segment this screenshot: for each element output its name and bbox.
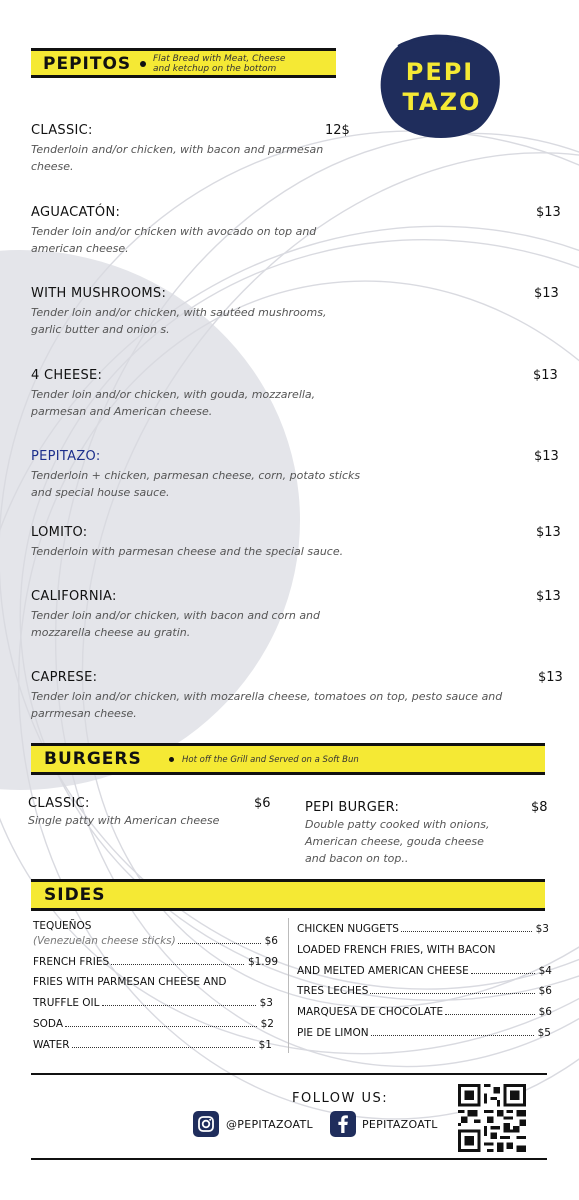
side-price: $6 — [538, 985, 552, 997]
bullet-dot — [169, 757, 174, 762]
desc-line: and special house sauce. — [31, 486, 170, 499]
side-item-tequenos — [33, 920, 278, 932]
side-item-loaded-fries — [297, 944, 549, 956]
side-item-water — [33, 1039, 272, 1051]
desc-line: garlic butter and onion s. — [31, 323, 170, 336]
follow-us-label: FOLLOW US: — [292, 1091, 389, 1106]
item-name: LOMITO: — [31, 525, 88, 540]
leader-dots — [72, 1047, 255, 1048]
pepito-item-lomito — [31, 525, 561, 560]
desc-line: and bacon on top.. — [305, 852, 409, 865]
item-name: CALIFORNIA: — [31, 589, 117, 604]
burgers-subtitle: Hot off the Grill and Served on a Soft Bun — [182, 755, 359, 765]
leader-dots — [65, 1026, 257, 1027]
side-name: CHICKEN NUGGETS — [297, 923, 399, 935]
side-price: $4 — [538, 965, 552, 977]
burgers-title: BURGERS — [44, 749, 142, 769]
facebook-handle[interactable]: PEPITAZOATL — [362, 1118, 438, 1131]
item-price: $13 — [534, 286, 559, 301]
leader-dots — [401, 931, 532, 932]
side-item-loaded-fries-cont — [297, 965, 552, 977]
item-price: $8 — [531, 800, 548, 815]
desc-line: American cheese, gouda cheese — [305, 835, 484, 848]
item-price: $13 — [534, 449, 559, 464]
sides-banner — [31, 879, 545, 908]
item-description — [31, 467, 561, 501]
item-description — [31, 386, 561, 420]
pepitos-subtitle-line1: Flat Bread with Meat, Cheese — [153, 54, 286, 64]
instagram-icon[interactable] — [193, 1111, 219, 1137]
item-name: CAPRESE: — [31, 670, 98, 685]
logo-line2: TAZO — [402, 88, 482, 116]
side-price: $1.99 — [247, 956, 278, 968]
desc-line: Tenderloin and/or chicken, with bacon and parmesan — [31, 143, 324, 156]
desc-line: Tender loin and/or chicken, with sautéed mushrooms, — [31, 306, 327, 319]
item-description: Single patty with American cheese — [28, 814, 220, 827]
item-description — [31, 688, 561, 722]
item-description — [31, 607, 561, 641]
desc-line: Tenderloin + chicken, parmesan cheese, corn, potato sticks — [31, 469, 361, 482]
item-name: WITH MUSHROOMS: — [31, 286, 167, 301]
item-price: $6 — [254, 796, 271, 811]
qr-code-icon[interactable] — [458, 1084, 526, 1152]
desc-line: mozzarella cheese au gratin. — [31, 626, 191, 639]
burger-item-classic — [28, 796, 278, 829]
sides-title: SIDES — [44, 885, 106, 905]
desc-line: cheese. — [31, 160, 74, 173]
side-name: AND MELTED AMERICAN CHEESE — [297, 965, 469, 977]
desc-line: parrmesan cheese. — [31, 707, 137, 720]
item-name: PEPI BURGER: — [305, 800, 400, 815]
side-name: PIE DE LIMON — [297, 1027, 369, 1039]
side-name: TRES LECHES — [297, 985, 369, 997]
pepito-item-4-cheese — [31, 368, 561, 420]
desc-line: Tender loin and/or chicken, with bacon and corn and — [31, 609, 321, 622]
side-price: $3 — [259, 997, 273, 1009]
desc-line: Tenderloin with parmesan cheese and the special sauce. — [31, 545, 344, 558]
pepitos-subtitle-line2: and ketchup on the bottom — [153, 64, 277, 74]
side-item-tequenos-sub — [33, 935, 278, 947]
leader-dots — [445, 1014, 534, 1015]
item-name: PEPITAZO: — [31, 449, 101, 464]
side-name: WATER — [33, 1039, 70, 1051]
item-price: $13 — [536, 589, 561, 604]
item-name: CLASSIC: — [28, 796, 90, 811]
sides-column-divider — [288, 918, 289, 1053]
leader-dots — [471, 973, 535, 974]
leader-dots — [370, 993, 534, 994]
item-name: AGUACATÓN: — [31, 205, 121, 220]
item-price: 12$ — [325, 123, 350, 138]
side-name: MARQUESA DE CHOCOLATE — [297, 1006, 444, 1018]
leader-dots — [102, 1005, 256, 1006]
item-price: $13 — [538, 670, 563, 685]
desc-line: Tender loin and/or chicken, with mozarella cheese, tomatoes on top, pesto sauce and — [31, 690, 503, 703]
pepito-item-aguacaton — [31, 205, 561, 257]
pepitos-subtitle — [153, 54, 285, 74]
item-description — [305, 816, 555, 867]
item-description — [31, 304, 561, 338]
item-price: $13 — [536, 205, 561, 220]
item-name: CLASSIC: — [31, 123, 93, 138]
side-name: (Venezuelan cheese sticks) — [33, 935, 176, 947]
side-price: $1 — [258, 1039, 272, 1051]
desc-line: american cheese. — [31, 242, 129, 255]
footer-top-rule — [31, 1073, 547, 1075]
side-item-parmesan-fries — [33, 976, 278, 988]
side-name: FRENCH FRIES — [33, 956, 110, 968]
side-item-chicken-nuggets — [297, 923, 549, 935]
facebook-icon[interactable] — [330, 1111, 356, 1137]
pepitos-banner — [31, 48, 336, 75]
footer-bottom-rule — [31, 1158, 547, 1160]
item-description — [31, 223, 561, 257]
pepitos-title: PEPITOS — [43, 54, 132, 74]
side-name: TRUFFLE OIL — [33, 997, 100, 1009]
burgers-banner — [31, 743, 545, 772]
side-name: LOADED FRENCH FRIES, WITH BACON — [297, 944, 496, 956]
desc-line: Double patty cooked with onions, — [305, 818, 490, 831]
side-item-truffle-oil — [33, 997, 273, 1009]
logo-line1: PEPI — [405, 58, 475, 86]
pepito-item-classic — [31, 123, 561, 175]
burger-item-pepi-burger — [305, 800, 555, 867]
desc-line: Tender loin and/or chicken, with gouda, mozzarella, — [31, 388, 316, 401]
side-item-french-fries — [33, 956, 278, 968]
side-price: $6 — [264, 935, 278, 947]
pepito-item-mushrooms — [31, 286, 561, 338]
item-name: 4 CHEESE: — [31, 368, 103, 383]
side-price: $5 — [537, 1027, 551, 1039]
leader-dots — [111, 964, 244, 965]
desc-line: parmesan and American cheese. — [31, 405, 213, 418]
leader-dots — [178, 943, 261, 944]
desc-line: Tender loin and/or chicken with avocado on top and — [31, 225, 317, 238]
side-item-soda — [33, 1018, 274, 1030]
side-price: $3 — [535, 923, 549, 935]
pepito-item-pepitazo — [31, 449, 561, 501]
side-name: TEQUEÑOS — [33, 920, 92, 932]
leader-dots — [371, 1035, 534, 1036]
side-item-marquesa — [297, 1006, 552, 1018]
side-price: $6 — [538, 1006, 552, 1018]
item-description — [31, 543, 561, 560]
side-item-pie-de-limon — [297, 1027, 551, 1039]
side-price: $2 — [260, 1018, 274, 1030]
side-item-tres-leches — [297, 985, 552, 997]
side-name: FRIES WITH PARMESAN CHEESE AND — [33, 976, 227, 988]
item-price: $13 — [533, 368, 558, 383]
instagram-handle[interactable]: @PEPITAZOATL — [226, 1118, 313, 1131]
pepito-item-caprese — [31, 670, 561, 722]
item-price: $13 — [536, 525, 561, 540]
item-description — [31, 141, 561, 175]
pepito-item-california — [31, 589, 561, 641]
bullet-dot — [140, 61, 146, 67]
side-name: SODA — [33, 1018, 64, 1030]
